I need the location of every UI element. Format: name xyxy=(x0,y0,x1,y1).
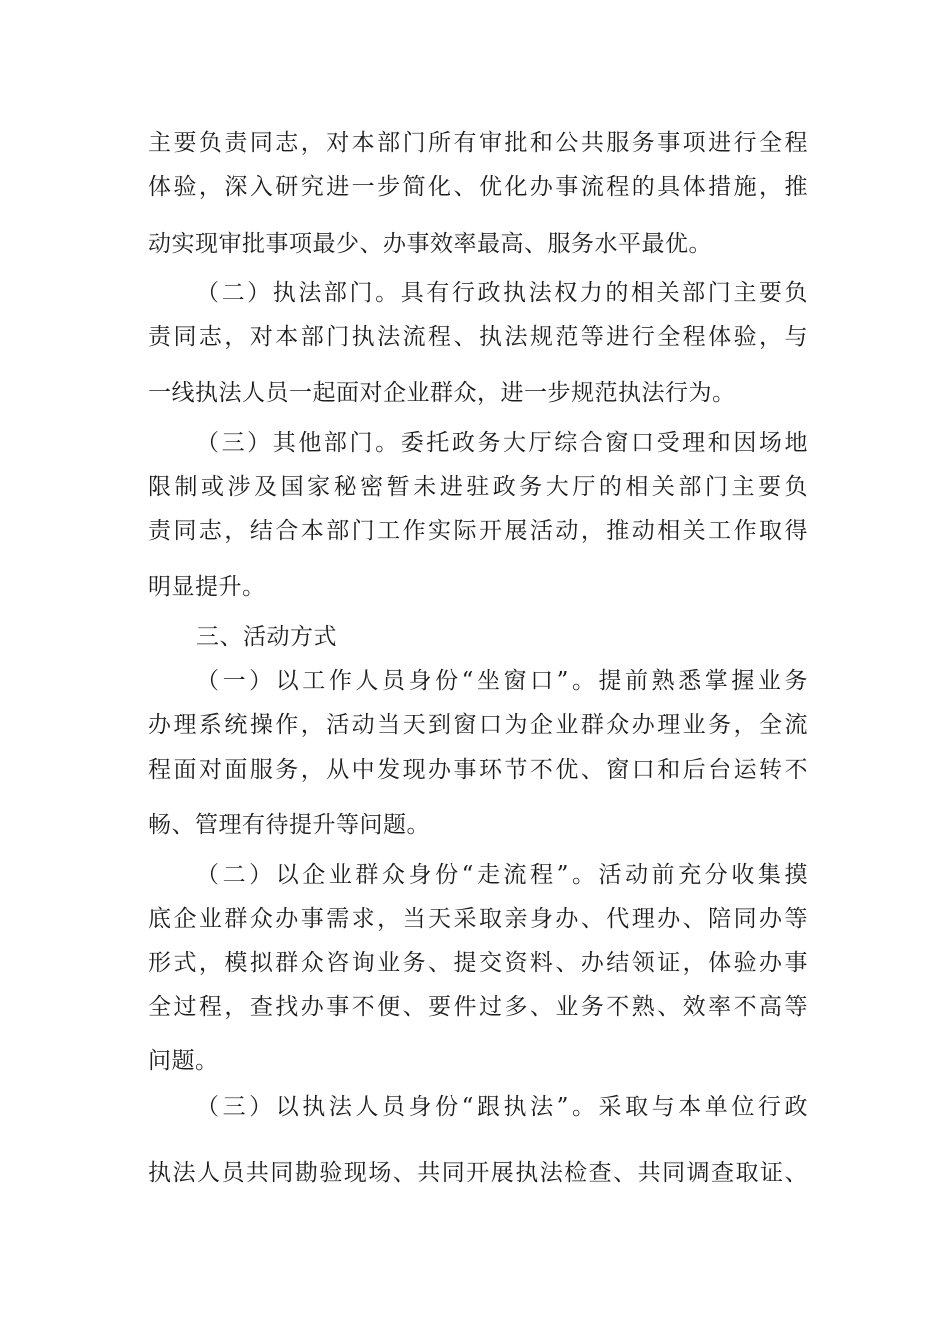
text-line: （二）执法部门。具有行政执法权力的相关部门主要负 xyxy=(196,280,808,306)
text-line: 体验，深入研究进一步简化、优化办事流程的具体措施，推 xyxy=(148,174,808,200)
text-line: 责同志，对本部门执法流程、执法规范等进行全程体验，与 xyxy=(148,324,808,350)
text-line: 问题。 xyxy=(148,1048,219,1074)
text-line: 畅、管理有待提升等问题。 xyxy=(148,812,430,838)
text-line: 底企业群众办事需求，当天采取亲身办、代理办、陪同办等 xyxy=(148,906,808,932)
text-line: 限制或涉及国家秘密暂未进驻政务大厅的相关部门主要负 xyxy=(148,474,808,500)
text-line: （一）以工作人员身份“坐窗口”。提前熟悉掌握业务 xyxy=(196,668,808,694)
text-line: 动实现审批事项最少、办事效率最高、服务水平最优。 xyxy=(148,231,712,257)
text-line: （三）其他部门。委托政务大厅综合窗口受理和因场地 xyxy=(196,430,808,456)
text-line: 明显提升。 xyxy=(148,574,266,600)
text-line: 主要负责同志，对本部门所有审批和公共服务事项进行全程 xyxy=(148,130,808,156)
section-heading: 三、活动方式 xyxy=(196,624,337,650)
text-line: （二）以企业群众身份“走流程”。活动前充分收集摸 xyxy=(196,862,808,888)
text-line: 一线执法人员一起面对企业群众，进一步规范执法行为。 xyxy=(148,380,736,406)
text-line: 形式，模拟群众咨询业务、提交资料、办结领证，体验办事 xyxy=(148,950,808,976)
text-line: 全过程，查找办事不便、要件过多、业务不熟、效率不高等 xyxy=(148,994,808,1020)
text-line: 程面对面服务，从中发现办事环节不优、窗口和后台运转不 xyxy=(148,757,808,783)
text-line: 办理系统操作，活动当天到窗口为企业群众办理业务，全流 xyxy=(148,712,808,738)
text-line: 执法人员共同勘验现场、共同开展执法检查、共同调查取证、 xyxy=(148,1160,808,1186)
text-line: （三）以执法人员身份“跟执法”。采取与本单位行政 xyxy=(196,1094,808,1120)
text-line: 责同志，结合本部门工作实际开展活动，推动相关工作取得 xyxy=(148,518,808,544)
